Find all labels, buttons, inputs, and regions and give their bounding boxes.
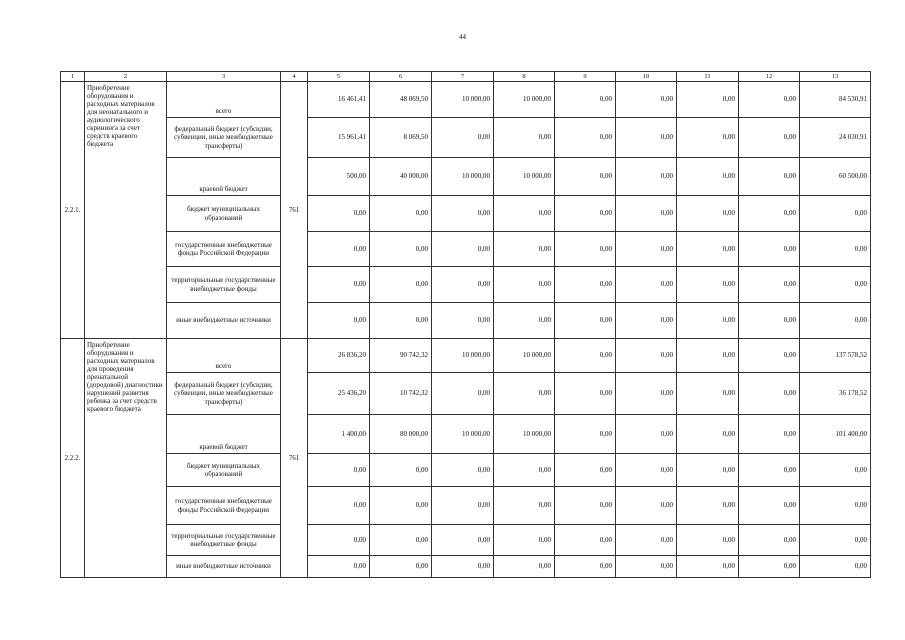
amount-cell: 16 461,41 bbox=[308, 82, 370, 118]
amount-cell: 10 000,00 bbox=[432, 158, 494, 196]
amount-cell: 0,00 bbox=[494, 118, 555, 158]
amount-cell: 0,00 bbox=[616, 82, 677, 118]
amount-cell: 0,00 bbox=[677, 525, 739, 556]
amount-cell: 0,00 bbox=[616, 487, 677, 525]
amount-cell: 0,00 bbox=[616, 196, 677, 232]
amount-cell: 0,00 bbox=[494, 373, 555, 415]
amount-cell: 0,00 bbox=[616, 556, 677, 578]
amount-cell: 0,00 bbox=[739, 82, 800, 118]
column-header: 11 bbox=[677, 72, 739, 82]
amount-cell: 0,00 bbox=[494, 454, 555, 487]
responsible-code: 761 bbox=[281, 82, 308, 339]
amount-cell: 0,00 bbox=[739, 415, 800, 454]
column-header: 1 bbox=[61, 72, 85, 82]
amount-cell: 0,00 bbox=[677, 82, 739, 118]
column-header: 12 bbox=[739, 72, 800, 82]
amount-cell: 0,00 bbox=[555, 525, 616, 556]
funding-source: бюджет муниципальных образований bbox=[167, 454, 281, 487]
amount-cell: 0,00 bbox=[555, 373, 616, 415]
amount-cell: 101 400,00 bbox=[800, 415, 871, 454]
amount-cell: 0,00 bbox=[800, 525, 871, 556]
amount-cell: 0,00 bbox=[432, 525, 494, 556]
amount-cell: 0,00 bbox=[308, 267, 370, 303]
amount-cell: 36 178,52 bbox=[800, 373, 871, 415]
amount-cell: 0,00 bbox=[432, 556, 494, 578]
amount-cell: 0,00 bbox=[308, 487, 370, 525]
amount-cell: 40 000,00 bbox=[370, 158, 432, 196]
funding-source: территориальные государственные внебюджетные фонды bbox=[167, 267, 281, 303]
amount-cell: 0,00 bbox=[370, 267, 432, 303]
amount-cell: 0,00 bbox=[370, 303, 432, 339]
amount-cell: 0,00 bbox=[677, 339, 739, 373]
amount-cell: 0,00 bbox=[677, 373, 739, 415]
amount-cell: 0,00 bbox=[370, 556, 432, 578]
table-row bbox=[61, 454, 871, 487]
amount-cell: 0,00 bbox=[739, 373, 800, 415]
column-header: 8 bbox=[494, 72, 555, 82]
amount-cell: 25 436,20 bbox=[308, 373, 370, 415]
table-row bbox=[61, 158, 871, 196]
amount-cell: 0,00 bbox=[555, 82, 616, 118]
amount-cell: 15 961,41 bbox=[308, 118, 370, 158]
page-number: 44 bbox=[459, 33, 466, 41]
section-name: Приобретение оборудования и расходных материалов для неонатального и аудиологического скрининга за счет средств краевого бюджета bbox=[85, 82, 167, 339]
amount-cell: 0,00 bbox=[677, 196, 739, 232]
amount-cell: 0,00 bbox=[800, 232, 871, 267]
table-row bbox=[61, 556, 871, 578]
amount-cell: 500,00 bbox=[308, 158, 370, 196]
funding-source: краевой бюджет bbox=[167, 415, 281, 454]
amount-cell: 0,00 bbox=[308, 454, 370, 487]
amount-cell: 10 000,00 bbox=[494, 339, 555, 373]
amount-cell: 0,00 bbox=[739, 232, 800, 267]
amount-cell: 0,00 bbox=[432, 196, 494, 232]
amount-cell: 0,00 bbox=[739, 158, 800, 196]
amount-cell: 0,00 bbox=[677, 158, 739, 196]
funding-source: бюджет муниципальных образований bbox=[167, 196, 281, 232]
amount-cell: 0,00 bbox=[677, 118, 739, 158]
column-header: 10 bbox=[616, 72, 677, 82]
amount-cell: 0,00 bbox=[800, 487, 871, 525]
amount-cell: 0,00 bbox=[739, 339, 800, 373]
amount-cell: 0,00 bbox=[555, 303, 616, 339]
amount-cell: 0,00 bbox=[432, 303, 494, 339]
amount-cell: 0,00 bbox=[308, 196, 370, 232]
table-row bbox=[61, 525, 871, 556]
amount-cell: 0,00 bbox=[800, 454, 871, 487]
amount-cell: 0,00 bbox=[555, 158, 616, 196]
amount-cell: 0,00 bbox=[677, 556, 739, 578]
column-header: 4 bbox=[281, 72, 308, 82]
funding-source: иные внебюджетные источники bbox=[167, 303, 281, 339]
amount-cell: 10 000,00 bbox=[494, 158, 555, 196]
amount-cell: 0,00 bbox=[739, 267, 800, 303]
amount-cell: 0,00 bbox=[739, 303, 800, 339]
amount-cell: 0,00 bbox=[370, 196, 432, 232]
amount-cell: 80 000,00 bbox=[370, 415, 432, 454]
amount-cell: 10 000,00 bbox=[432, 415, 494, 454]
amount-cell: 0,00 bbox=[555, 232, 616, 267]
section-number: 2.2.2. bbox=[61, 339, 85, 578]
table-row bbox=[61, 196, 871, 232]
amount-cell: 0,00 bbox=[677, 232, 739, 267]
table-row bbox=[61, 232, 871, 267]
amount-cell: 26 836,20 bbox=[308, 339, 370, 373]
amount-cell: 10 000,00 bbox=[432, 339, 494, 373]
amount-cell: 0,00 bbox=[800, 303, 871, 339]
amount-cell: 0,00 bbox=[616, 267, 677, 303]
section-number: 2.2.1. bbox=[61, 82, 85, 339]
amount-cell: 0,00 bbox=[677, 487, 739, 525]
budget-table bbox=[60, 71, 871, 578]
amount-cell: 0,00 bbox=[555, 118, 616, 158]
amount-cell: 10 000,00 bbox=[432, 82, 494, 118]
amount-cell: 0,00 bbox=[494, 232, 555, 267]
amount-cell: 0,00 bbox=[370, 454, 432, 487]
amount-cell: 10 000,00 bbox=[494, 82, 555, 118]
amount-cell: 0,00 bbox=[677, 454, 739, 487]
amount-cell: 0,00 bbox=[432, 373, 494, 415]
amount-cell: 0,00 bbox=[308, 303, 370, 339]
header-row bbox=[61, 72, 871, 82]
amount-cell: 0,00 bbox=[555, 415, 616, 454]
amount-cell: 0,00 bbox=[677, 303, 739, 339]
amount-cell: 0,00 bbox=[739, 118, 800, 158]
amount-cell: 0,00 bbox=[308, 525, 370, 556]
funding-source: федеральный бюджет (субсидии, субвенции, иные межбюджетные трансферты) bbox=[167, 118, 281, 158]
amount-cell: 60 500,00 bbox=[800, 158, 871, 196]
table-row bbox=[61, 339, 871, 373]
amount-cell: 0,00 bbox=[308, 232, 370, 267]
amount-cell: 0,00 bbox=[432, 232, 494, 267]
amount-cell: 0,00 bbox=[677, 267, 739, 303]
amount-cell: 0,00 bbox=[800, 196, 871, 232]
amount-cell: 48 069,50 bbox=[370, 82, 432, 118]
amount-cell: 0,00 bbox=[432, 487, 494, 525]
amount-cell: 0,00 bbox=[739, 556, 800, 578]
amount-cell: 0,00 bbox=[739, 454, 800, 487]
amount-cell: 0,00 bbox=[494, 303, 555, 339]
column-header: 3 bbox=[167, 72, 281, 82]
funding-source: всего bbox=[167, 82, 281, 118]
amount-cell: 8 069,50 bbox=[370, 118, 432, 158]
table-row bbox=[61, 267, 871, 303]
amount-cell: 0,00 bbox=[616, 339, 677, 373]
amount-cell: 90 742,32 bbox=[370, 339, 432, 373]
amount-cell: 137 578,52 bbox=[800, 339, 871, 373]
amount-cell: 0,00 bbox=[739, 525, 800, 556]
funding-source: государственные внебюджетные фонды Российской Федерации bbox=[167, 232, 281, 267]
amount-cell: 0,00 bbox=[370, 232, 432, 267]
amount-cell: 0,00 bbox=[616, 454, 677, 487]
amount-cell: 0,00 bbox=[432, 267, 494, 303]
table-row bbox=[61, 303, 871, 339]
amount-cell: 0,00 bbox=[432, 454, 494, 487]
amount-cell: 24 030,91 bbox=[800, 118, 871, 158]
amount-cell: 0,00 bbox=[494, 556, 555, 578]
amount-cell: 0,00 bbox=[739, 487, 800, 525]
amount-cell: 0,00 bbox=[370, 487, 432, 525]
amount-cell: 0,00 bbox=[616, 415, 677, 454]
responsible-code: 761 bbox=[281, 339, 308, 578]
amount-cell: 0,00 bbox=[616, 373, 677, 415]
column-header: 13 bbox=[800, 72, 871, 82]
amount-cell: 0,00 bbox=[555, 339, 616, 373]
amount-cell: 1 400,00 bbox=[308, 415, 370, 454]
amount-cell: 0,00 bbox=[432, 118, 494, 158]
amount-cell: 10 742,32 bbox=[370, 373, 432, 415]
amount-cell: 0,00 bbox=[494, 525, 555, 556]
column-header: 9 bbox=[555, 72, 616, 82]
amount-cell: 0,00 bbox=[555, 267, 616, 303]
column-header: 6 bbox=[370, 72, 432, 82]
table-row bbox=[61, 118, 871, 158]
funding-source: территориальные государственные внебюджетные фонды bbox=[167, 525, 281, 556]
section-name: Приобретение оборудования и расходных материалов для проведения пренатальной (дородовой) диагностики нарушений развития ребенка за счет средств краевого бюджета bbox=[85, 339, 167, 578]
funding-source: всего bbox=[167, 339, 281, 373]
amount-cell: 0,00 bbox=[677, 415, 739, 454]
amount-cell: 0,00 bbox=[308, 556, 370, 578]
amount-cell: 0,00 bbox=[739, 196, 800, 232]
amount-cell: 0,00 bbox=[555, 454, 616, 487]
amount-cell: 0,00 bbox=[616, 158, 677, 196]
amount-cell: 0,00 bbox=[494, 487, 555, 525]
funding-source: федеральный бюджет (субсидии, субвенции, иные межбюджетные трансферты) bbox=[167, 373, 281, 415]
funding-source: иные внебюджетные источники bbox=[167, 556, 281, 578]
amount-cell: 0,00 bbox=[616, 118, 677, 158]
amount-cell: 0,00 bbox=[494, 196, 555, 232]
budget-table-body bbox=[61, 72, 871, 578]
table-row bbox=[61, 82, 871, 118]
amount-cell: 0,00 bbox=[800, 556, 871, 578]
amount-cell: 0,00 bbox=[555, 487, 616, 525]
amount-cell: 0,00 bbox=[494, 267, 555, 303]
amount-cell: 10 000,00 bbox=[494, 415, 555, 454]
table-row bbox=[61, 373, 871, 415]
amount-cell: 0,00 bbox=[616, 232, 677, 267]
funding-source: государственные внебюджетные фонды Российской Федерации bbox=[167, 487, 281, 525]
amount-cell: 0,00 bbox=[800, 267, 871, 303]
table-row bbox=[61, 415, 871, 454]
column-header: 7 bbox=[432, 72, 494, 82]
column-header: 5 bbox=[308, 72, 370, 82]
table-row bbox=[61, 487, 871, 525]
amount-cell: 0,00 bbox=[616, 525, 677, 556]
column-header: 2 bbox=[85, 72, 167, 82]
amount-cell: 0,00 bbox=[370, 525, 432, 556]
amount-cell: 0,00 bbox=[616, 303, 677, 339]
funding-source: краевой бюджет bbox=[167, 158, 281, 196]
amount-cell: 0,00 bbox=[555, 196, 616, 232]
amount-cell: 0,00 bbox=[555, 556, 616, 578]
amount-cell: 84 530,91 bbox=[800, 82, 871, 118]
